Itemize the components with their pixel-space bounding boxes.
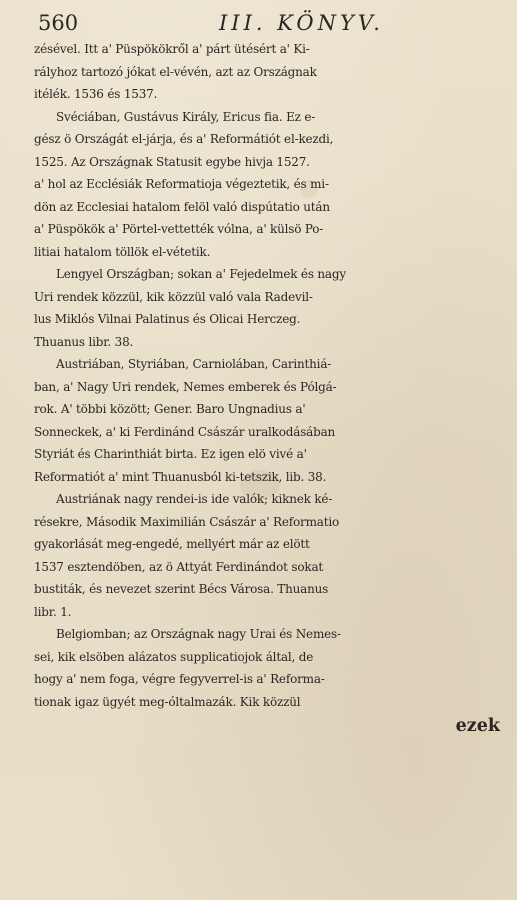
- text-line: libr. 1.: [34, 604, 72, 619]
- paragraph-austria: Austriában, Styriában, Carniolában, Carinthiá-: [56, 357, 332, 371]
- paragraph-belgium: Belgiomban; az Országnak nagy Urai és Nemes-: [56, 627, 341, 641]
- paragraph-poland: Lengyel Országban; sokan a' Fejedelmek és nagy: [56, 267, 346, 281]
- paragraph-sweden: Svéciában, Gustávus Király, Ericus fia. Ez e-: [56, 109, 316, 124]
- text-line: a' hol az Ecclésiák Reformatioja végeztetik, és mi-: [34, 177, 329, 191]
- text-line: ban, a' Nagy Uri rendek, Nemes emberek és Pólgá-: [34, 379, 337, 394]
- text-line: sei, kik elsöben alázatos supplicatiojok által, de: [34, 649, 314, 664]
- text-line: Thuanus libr. 38.: [34, 334, 134, 349]
- text-line: Uri rendek közzül, kik közzül való vala Radevil-: [34, 289, 313, 304]
- text-line: Reformatiót a' mint Thuanusból ki-tetszik, lib. 38.: [34, 469, 327, 484]
- page-number: 560: [38, 11, 79, 35]
- running-head: III. KÖNYV.: [219, 11, 384, 35]
- text-line: 1525. Az Országnak Statusit egybe hivja 1527.: [34, 154, 310, 169]
- text-line: dön az Ecclesiai hatalom felöl való dispútatio után: [34, 199, 330, 214]
- text-line: Styriát és Charinthiát birta. Ez igen elö vivé a': [34, 447, 307, 461]
- text-line: tionak igaz ügyét meg-óltalmazák. Kik közzül: [34, 694, 301, 709]
- text-line: résekre, Második Maximilián Császár a' Reformatio: [34, 514, 340, 529]
- text-line: zésével. Itt a' Püspökökről a' párt ütésért a' Ki-: [34, 42, 310, 56]
- text-line: lus Miklós Vilnai Palatinus és Olicai Herczeg.: [34, 312, 301, 326]
- text-line: rok. A' többi között; Gener. Baro Ungnadius a': [34, 402, 306, 416]
- text-line: litiai hatalom töllök el-vétetik.: [34, 244, 211, 259]
- text-line: gész ö Országát el-járja, és a' Reformátiót el-kezdi,: [34, 132, 334, 146]
- text-line: bustiták, és nevezet szerint Bécs Városa. Thuanus: [34, 582, 329, 596]
- text-line: itélék. 1536 és 1537.: [34, 87, 158, 101]
- page-text: [34, 8, 504, 738]
- page-header: [34, 8, 504, 38]
- text-line: 1537 esztendöben, az ö Attyát Ferdinándot sokat: [34, 559, 324, 574]
- text-line: hogy a' nem foga, végre fegyverrel-is a' Reforma-: [34, 672, 325, 686]
- text-line: rályhoz tartozó jókat el-vévén, azt az Országnak: [34, 64, 317, 79]
- catchword: ezek: [455, 716, 500, 736]
- text-line: a' Püspökök a' Pörtel-vettették vólna, a' külsö Po-: [34, 222, 324, 236]
- text-line: gyakorlását meg-engedé, mellyért már az elött: [34, 537, 310, 551]
- text-line: Sonneckek, a' ki Ferdinánd Császár uralkodásában: [34, 424, 336, 439]
- paragraph-austria-estates: Austriának nagy rendei-is ide valók; kiknek ké-: [56, 492, 333, 506]
